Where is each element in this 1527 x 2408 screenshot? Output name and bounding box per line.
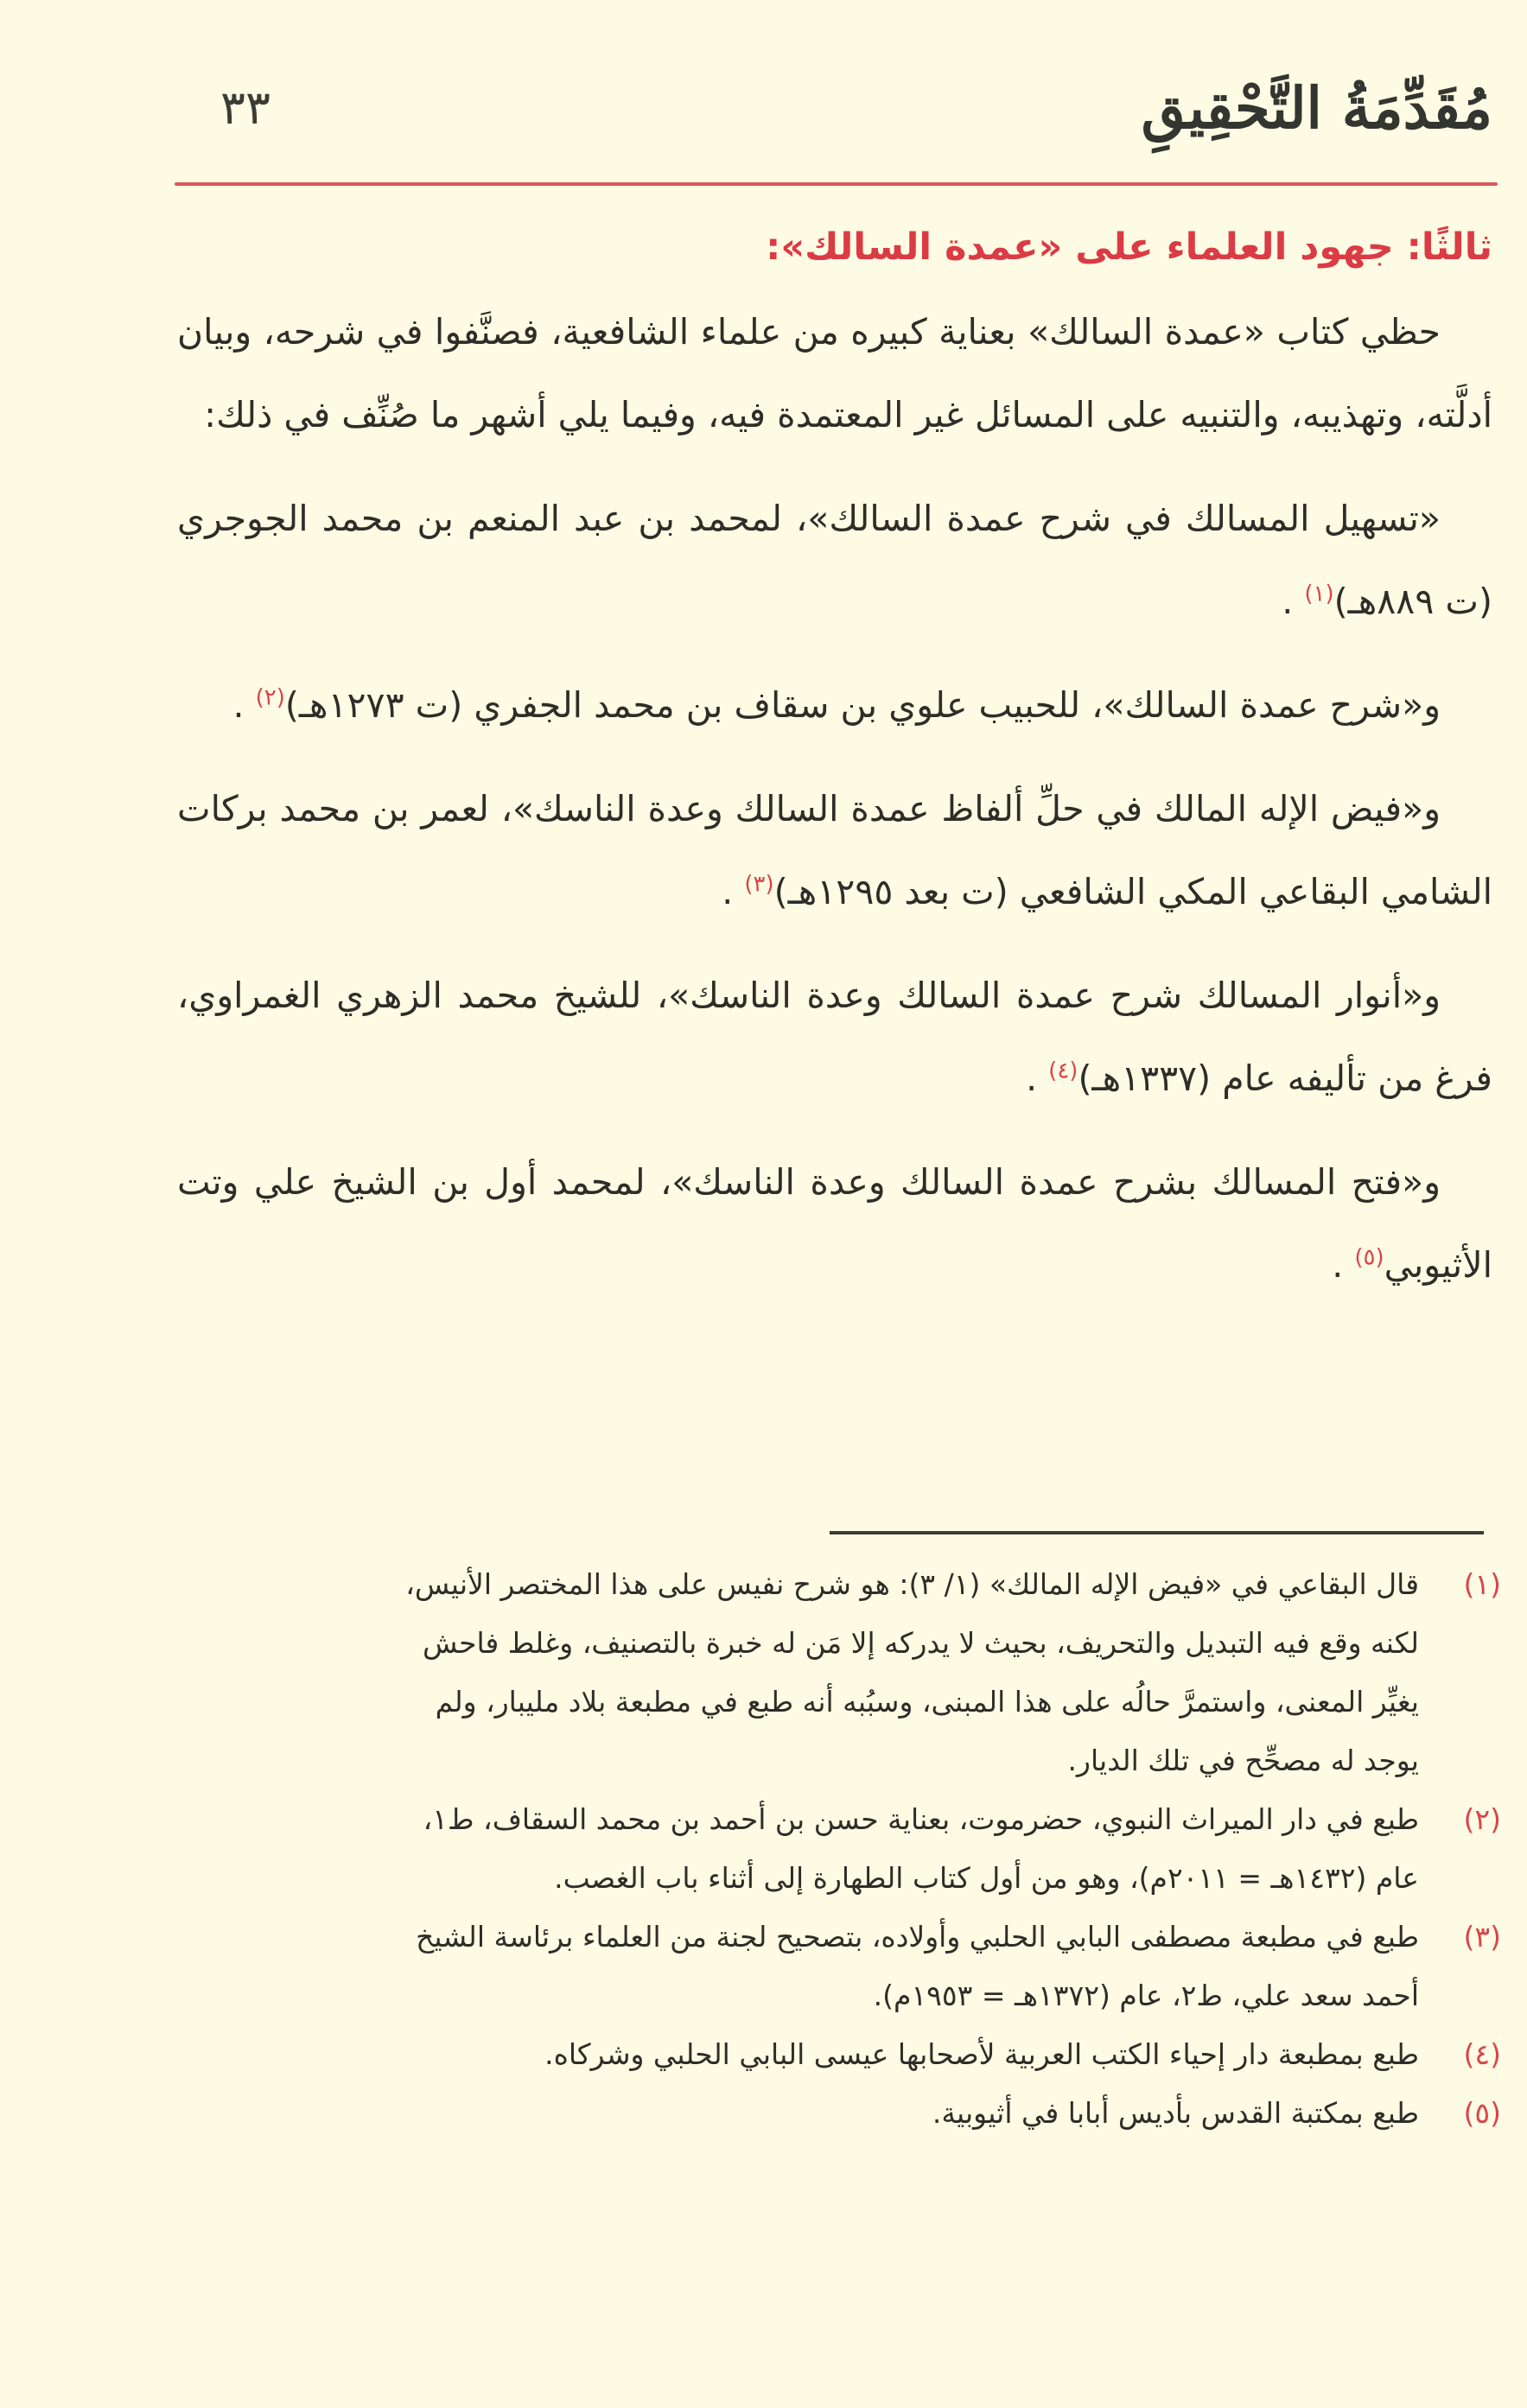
running-title: مُقَدِّمَةُ التَّحْقِيقِ (1141, 74, 1492, 142)
work-item (177, 954, 1492, 1120)
footnote-line: لكنه وقع فيه التبديل والتحريف، بحيث لا يدركه إلا مَن له خبرة بالتصنيف، وغلط فاحش (423, 1626, 1419, 1660)
footnote-ref-4[interactable]: (٤) (1048, 1058, 1078, 1084)
footnote-text (99, 1908, 1419, 2025)
footnote-line: عام (١٤٣٢هـ = ٢٠١١م)، وهو من أول كتاب الطهارة إلى أثناء باب الغصب. (554, 1861, 1419, 1895)
main-text (177, 204, 1492, 1306)
footnote-text (99, 2084, 1419, 2143)
work-item (177, 767, 1492, 933)
header-rule-divider (175, 182, 1498, 186)
work-item (177, 477, 1492, 643)
footnotes (99, 1555, 1501, 2143)
running-head (169, 60, 1492, 156)
work-text: «تسهيل المسالك في شرح عمدة السالك»، لمحمد بن عبد المنعم بن محمد الجوجري (ت ٨٨٩هـ) (177, 498, 1492, 622)
footnote-text (99, 1555, 1419, 1790)
footnote-number: (٢) (1463, 1802, 1501, 1836)
page-number: ٣٣ (220, 80, 271, 135)
footnote-line: طبع في دار الميراث النبوي، حضرموت، بعناية حسن بن أحمد بن محمد السقاف، ط١، (423, 1802, 1419, 1836)
intro-paragraph: حظي كتاب «عمدة السالك» بعناية كبيره من علماء الشافعية، فصنَّفوا في شرحه، وبيان أدلَّته، وتهذيبه، والتنبيه على المسائل غير المعتمدة فيه، وفيما يلي أشهر ما صُنِّف في ذلك: (177, 311, 1492, 435)
work-text: و«فتح المسالك بشرح عمدة السالك وعدة الناسك»، لمحمد أول بن الشيخ علي وتت الأثيوبي (177, 1161, 1492, 1286)
footnote-separator (830, 1531, 1484, 1534)
work-end: . (232, 684, 245, 726)
footnote-5 (99, 2084, 1501, 2143)
footnote-line: يوجد له مصحِّح في تلك الديار. (1067, 1744, 1419, 1777)
footnote-line: يغيِّر المعنى، واستمرَّ حالُه على هذا المبنى، وسبُبه أنه طبع في مطبعة بلاد مليبار، ولم (435, 1685, 1419, 1719)
footnote-number: (١) (1463, 1567, 1501, 1601)
footnote-line: أحمد سعد علي، ط٢، عام (١٣٧٢هـ = ١٩٥٣م). (873, 1979, 1419, 2012)
footnote-text (99, 2025, 1419, 2084)
footnote-line: طبع في مطبعة مصطفى البابي الحلبي وأولاده، بتصحيح لجنة من العلماء برئاسة الشيخ (416, 1920, 1419, 1954)
work-end: . (1026, 1058, 1038, 1099)
footnote-line: طبع بمطبعة دار إحياء الكتب العربية لأصحابها عيسى البابي الحلبي وشركاه. (544, 2037, 1419, 2071)
footnote-3 (99, 1908, 1501, 2025)
footnote-line: طبع بمكتبة القدس بأديس أبابا في أثيوبية. (932, 2096, 1419, 2130)
section-heading: ثالثًا: جهود العلماء على «عمدة السالك»: (766, 226, 1492, 269)
footnote-1 (99, 1555, 1501, 1790)
work-item (177, 1140, 1492, 1306)
work-text: و«شرح عمدة السالك»، للحبيب علوي بن سقاف بن محمد الجفري (ت ١٢٧٣هـ) (284, 684, 1441, 726)
work-item (177, 664, 1492, 747)
footnote-ref-5[interactable]: (٥) (1354, 1244, 1384, 1271)
footnote-2 (99, 1790, 1501, 1908)
work-text: و«أنوار المسالك شرح عمدة السالك وعدة الناسك»، للشيخ محمد الزهري الغمراوي، فرغ من تأليفه عام (١٣٣٧هـ) (177, 975, 1492, 1099)
work-end: . (722, 871, 734, 912)
footnote-ref-1[interactable]: (١) (1304, 581, 1334, 607)
footnote-text (99, 1790, 1419, 1908)
work-end: . (1282, 581, 1294, 622)
footnote-ref-2[interactable]: (٢) (255, 684, 285, 711)
footnote-number: (٣) (1463, 1920, 1501, 1954)
footnote-number: (٥) (1463, 2096, 1501, 2130)
work-end: . (1332, 1244, 1344, 1286)
footnote-ref-3[interactable]: (٣) (744, 871, 774, 898)
footnote-line: قال البقاعي في «فيض الإله المالك» (١/ ٣): هو شرح نفيس على هذا المختصر الأنيس، (405, 1567, 1419, 1601)
footnote-number: (٤) (1463, 2037, 1501, 2071)
footnote-4 (99, 2025, 1501, 2084)
work-text: و«فيض الإله المالك في حلِّ ألفاظ عمدة السالك وعدة الناسك»، لعمر بن محمد بركات الشامي البقاعي المكي الشافعي (ت بعد ١٢٩٥هـ) (177, 788, 1492, 912)
